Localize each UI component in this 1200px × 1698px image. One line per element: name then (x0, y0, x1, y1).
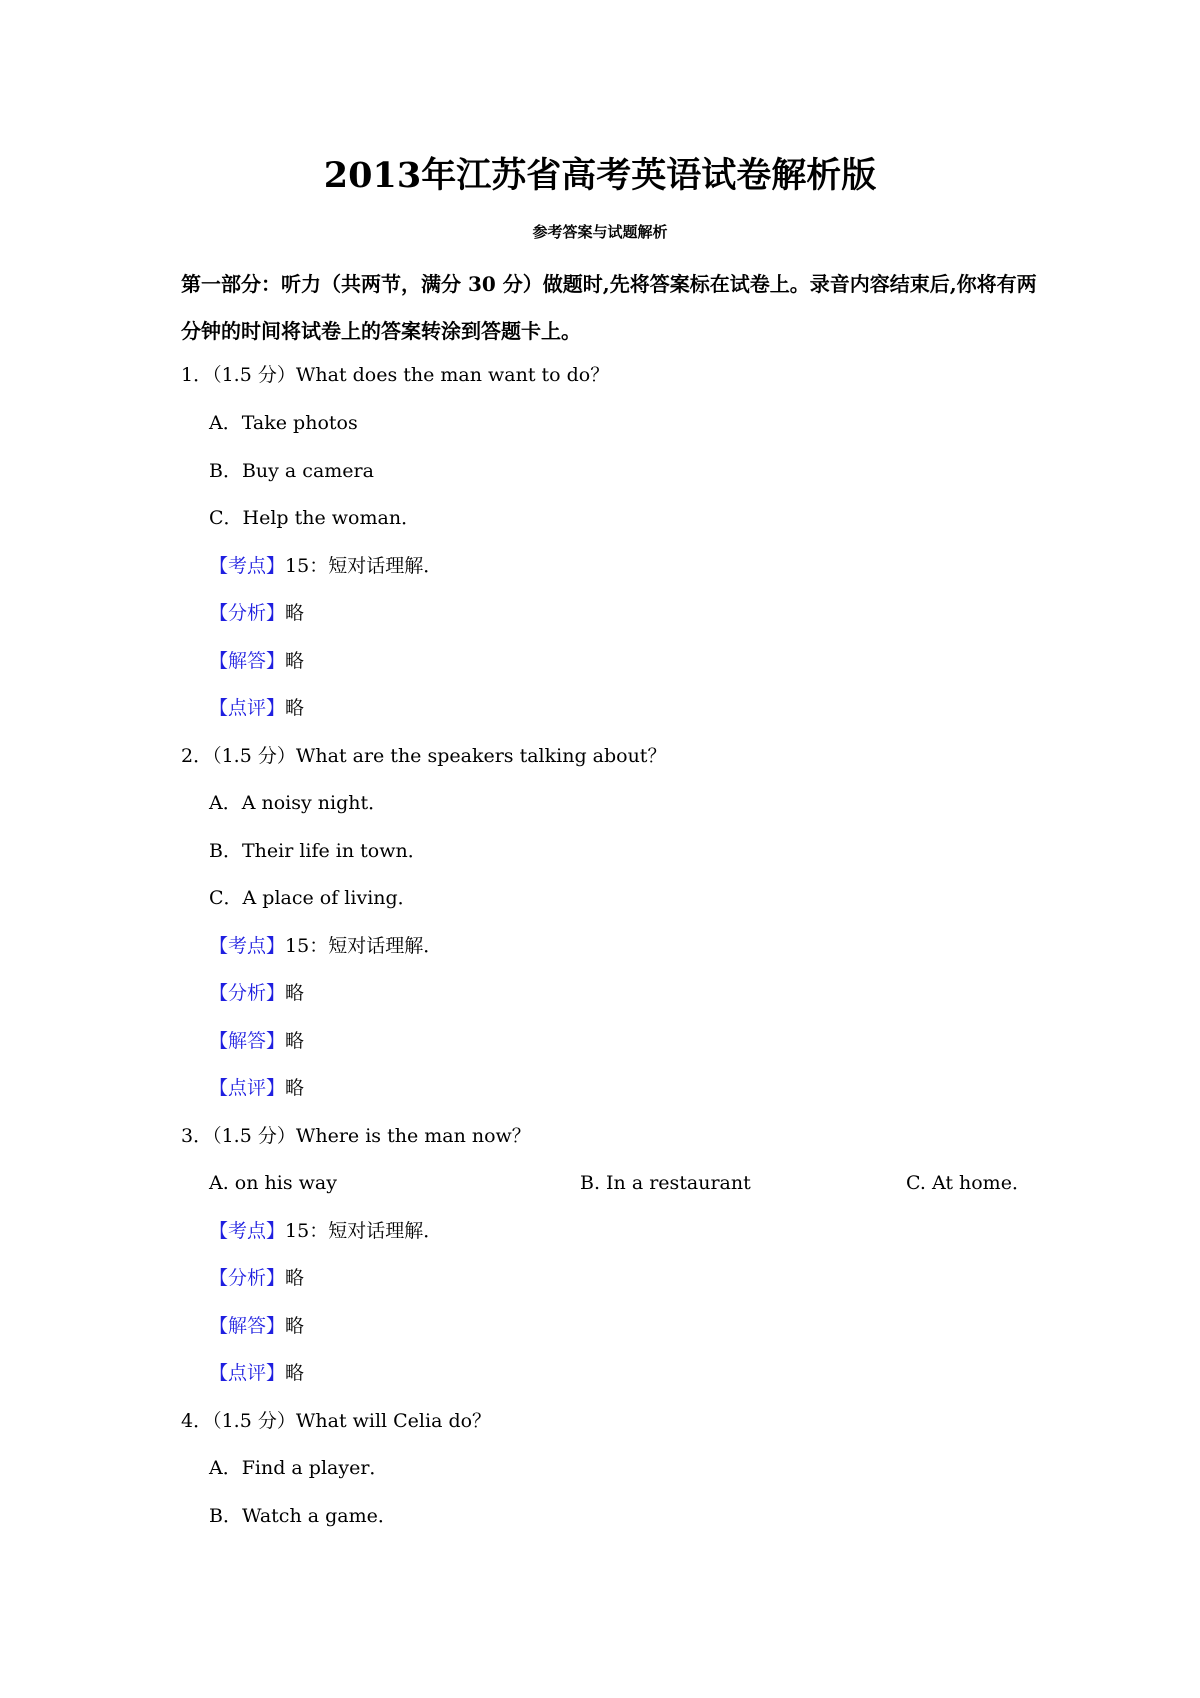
fenxi-text: 略 (285, 1267, 305, 1289)
question-2-fenxi (209, 978, 304, 1008)
question-1-dianping (209, 693, 304, 723)
question-1-fenxi (209, 598, 304, 628)
fenxi-tag: 【分析】 (209, 602, 286, 624)
question-3-dianping (209, 1358, 304, 1388)
section-heading: 第一部分：听力（共两节，满分 30 分）做题时,先将答案标在试卷上。录音内容结束后,你将有两分钟的时间将试卷上的答案转涂到答题卡上。 (181, 272, 1037, 343)
question-3-kaodian (209, 1216, 442, 1246)
dianping-tag: 【点评】 (209, 1362, 286, 1384)
kaodian-text: 15：短对话理解． (285, 935, 443, 957)
question-3-option-c: C. At home． (906, 1172, 1031, 1194)
question-2-option-c: C．A place of living． (209, 887, 417, 909)
jieda-tag: 【解答】 (209, 1315, 286, 1337)
question-1-option-b: B．Buy a camera (209, 460, 374, 482)
jieda-text: 略 (285, 650, 305, 672)
dianping-tag: 【点评】 (209, 697, 286, 719)
kaodian-tag: 【考点】 (209, 555, 286, 577)
kaodian-text: 15：短对话理解． (285, 555, 443, 577)
question-2-kaodian (209, 931, 442, 961)
question-4-stem: 4．（1.5 分）What will Celia do？ (181, 1410, 492, 1432)
question-1-kaodian (209, 551, 442, 581)
question-2-stem: 2．（1.5 分）What are the speakers talking about？ (181, 745, 667, 767)
kaodian-tag: 【考点】 (209, 935, 286, 957)
question-4-option-b: B．Watch a game． (209, 1505, 397, 1527)
document-subtitle: 参考答案与试题解析 (532, 223, 668, 241)
question-3-fenxi (209, 1263, 304, 1293)
jieda-text: 略 (285, 1315, 305, 1337)
jieda-tag: 【解答】 (209, 650, 286, 672)
question-2-option-b: B．Their life in town． (209, 840, 427, 862)
dianping-text: 略 (285, 697, 305, 719)
dianping-text: 略 (285, 1077, 305, 1099)
fenxi-text: 略 (285, 982, 305, 1004)
question-1-option-c: C．Help the woman． (209, 507, 421, 529)
question-1-jieda (209, 646, 304, 676)
kaodian-tag: 【考点】 (209, 1220, 286, 1242)
dianping-text: 略 (285, 1362, 305, 1384)
document-title: 2013年江苏省高考英语试卷解析版 (323, 155, 877, 196)
question-3-jieda (209, 1311, 304, 1341)
kaodian-text: 15：短对话理解． (285, 1220, 443, 1242)
question-3-option-b: B. In a restaurant (580, 1172, 751, 1194)
question-3-stem: 3．（1.5 分）Where is the man now？ (181, 1125, 531, 1147)
question-1-stem: 1．（1.5 分）What does the man want to do？ (181, 364, 610, 386)
question-1-option-a: A．Take photos (209, 412, 358, 434)
question-2-jieda (209, 1026, 304, 1056)
question-4-option-a: A．Find a player． (209, 1457, 389, 1479)
fenxi-tag: 【分析】 (209, 1267, 286, 1289)
question-2-dianping (209, 1073, 304, 1103)
question-2-option-a: A．A noisy night． (209, 792, 388, 814)
fenxi-tag: 【分析】 (209, 982, 286, 1004)
jieda-tag: 【解答】 (209, 1030, 286, 1052)
question-3-option-a: A. on his way (209, 1172, 337, 1194)
jieda-text: 略 (285, 1030, 305, 1052)
dianping-tag: 【点评】 (209, 1077, 286, 1099)
fenxi-text: 略 (285, 602, 305, 624)
